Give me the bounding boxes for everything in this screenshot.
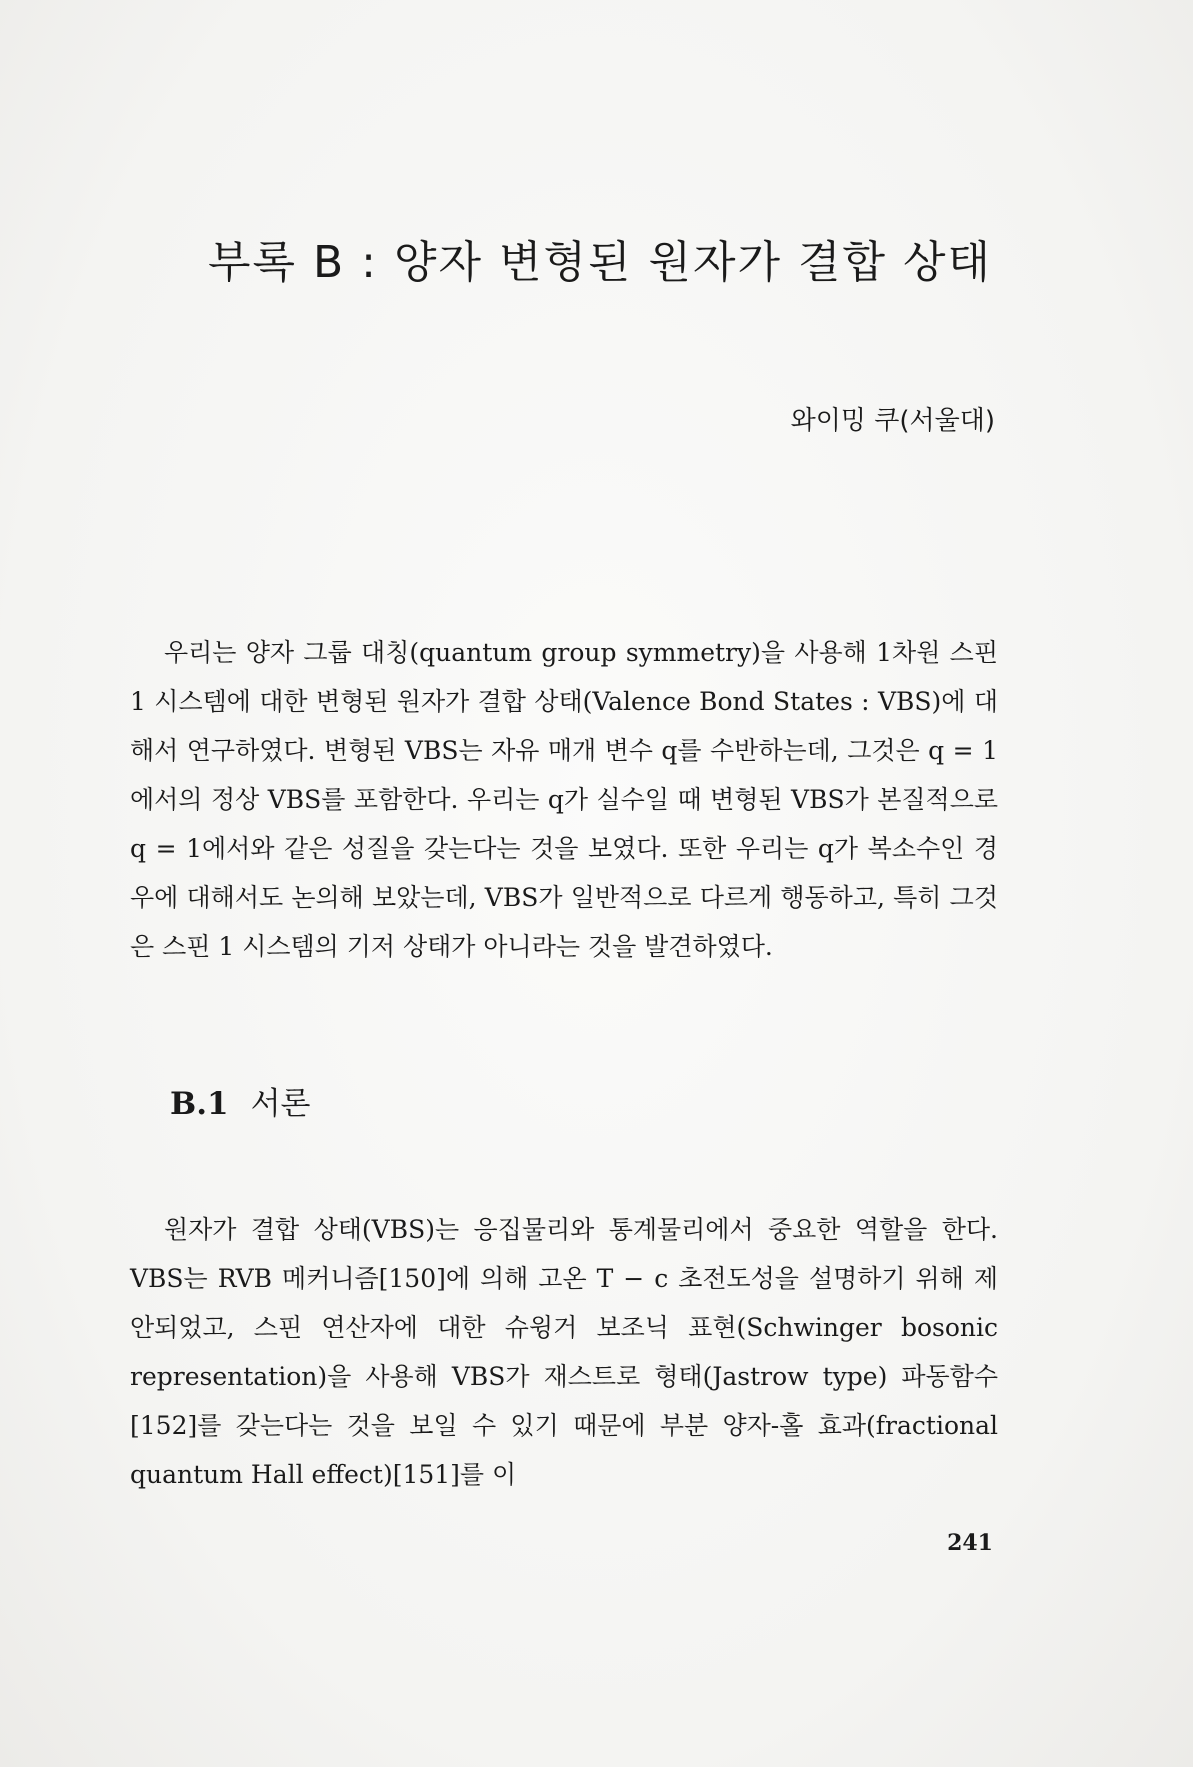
section-heading xyxy=(170,1078,310,1123)
page-number: 241 xyxy=(947,1530,993,1556)
appendix-title: 부록 B : 양자 변형된 원자가 결합 상태 xyxy=(208,237,992,288)
abstract-paragraph: 우리는 양자 그룹 대칭(quantum group symmetry)을 사용해 1차원 스핀 1 시스템에 대한 변형된 원자가 결합 상태(Valence Bond States : VBS)에 대해서 연구하였다. 변형된 VBS는 자유 매개 변수 q를 수반하는데, 그것은 q = 1에서의 정상 VBS를 포함한다. 우리는 q가 실수일 때 변형된 VBS가 본질적으로 q = 1에서와 같은 성질을 갖는다는 것을 보였다. 또한 우리는 q가 복소수인 경우에 대해서도 논의해 보았는데, VBS가 일반적으로 다르게 행동하고, 특히 그것은 스핀 1 시스템의 기저 상태가 아니라는 것을 발견하였다. xyxy=(130,638,998,961)
section-number: B.1 xyxy=(170,1086,229,1122)
author-line: 와이밍 쿠(서울대) xyxy=(790,406,995,436)
section-title: 서론 xyxy=(250,1086,311,1122)
body-paragraph: 원자가 결합 상태(VBS)는 응집물리와 통계물리에서 중요한 역할을 한다. VBS는 RVB 메커니즘[150]에 의해 고온 T − c 초전도성을 설명하기 위해 제안되었고, 스핀 연산자에 대한 슈윙거 보조닉 표현(Schwinger bosonic representation)을 사용해 VBS가 재스트로 형태(Jastrow type) 파동함수[152]를 갖는다는 것을 보일 수 있기 때문에 부분 양자-홀 효과(fractional quantum Hall effect)[151]를 이 xyxy=(130,1215,998,1489)
